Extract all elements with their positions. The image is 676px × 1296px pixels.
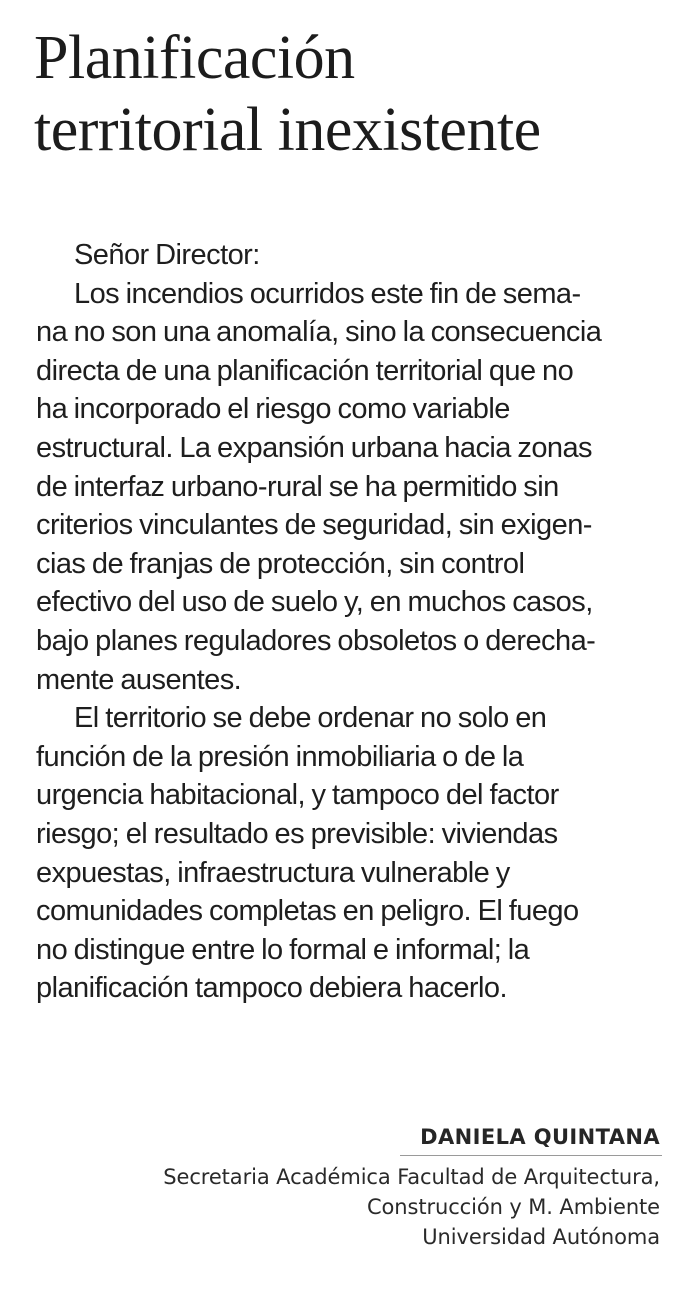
author-title-line-2: Construcción y M. Ambiente xyxy=(366,1195,660,1219)
author-name: DANIELA QUINTANA xyxy=(420,1125,660,1149)
salutation: Señor Director: xyxy=(74,239,260,271)
signature-divider xyxy=(400,1155,662,1156)
paragraph-2-line: función de la presión inmobiliaria o de la xyxy=(36,740,524,773)
author-affiliation: Universidad Autónoma xyxy=(422,1225,660,1249)
paragraph-1-line: ha incorporado el riesgo como variable xyxy=(36,393,510,426)
letter-body xyxy=(36,236,662,1008)
headline-line-1: Planificación xyxy=(34,24,355,92)
paragraph-1-line: Los incendios ocurridos este fin de sema- xyxy=(74,277,581,310)
paragraph-2-line: El territorio se debe ordenar no solo en xyxy=(74,702,547,735)
paragraph-1-line: efectivo del uso de suelo y, en muchos casos, xyxy=(36,586,593,619)
paragraph-1-line: directa de una planificación territorial que no xyxy=(36,354,574,387)
paragraph-2-line: no distingue entre lo formal e informal; la xyxy=(36,933,530,966)
headline xyxy=(34,22,664,166)
paragraph-1-line: bajo planes reguladores obsoletos o derecha- xyxy=(36,624,596,657)
paragraph-1-line: mente ausentes. xyxy=(36,663,242,696)
paragraph-1-line: criterios vinculantes de seguridad, sin exigen- xyxy=(36,509,592,542)
headline-line-2: territorial inexistente xyxy=(34,96,541,164)
paragraph-1-line: de interfaz urbano-rural se ha permitido sin xyxy=(36,470,559,503)
paragraph-2-line: comunidades completas en peligro. El fuego xyxy=(36,895,579,928)
paragraph-2-line: urgencia habitacional, y tampoco del factor xyxy=(36,779,559,812)
paragraph-2-line: planificación tampoco debiera hacerlo. xyxy=(36,972,508,1005)
paragraph-1-line: na no son una anomalía, sino la consecuencia xyxy=(36,316,602,349)
paragraph-2-line: expuestas, infraestructura vulnerable y xyxy=(36,856,510,889)
paragraph-1-line: cias de franjas de protección, sin control xyxy=(36,547,525,580)
paragraph-2-line: riesgo; el resultado es previsible: viviendas xyxy=(36,817,558,850)
author-title-line-1: Secretaria Académica Facultad de Arquitectura, xyxy=(163,1165,660,1189)
paragraph-1-line: estructural. La expansión urbana hacia zonas xyxy=(36,431,593,464)
